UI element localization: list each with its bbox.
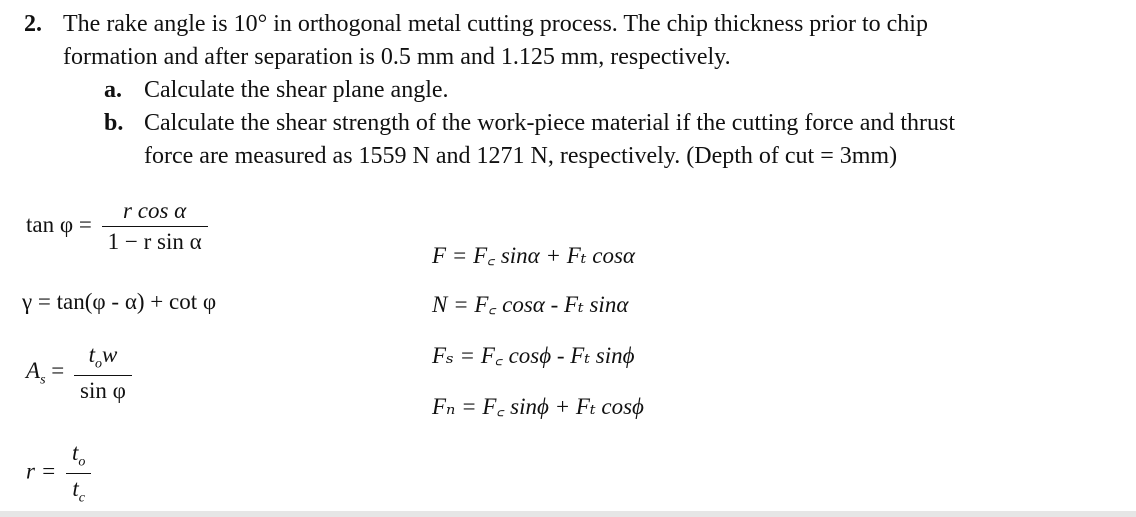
- formula-normal-force: N = F꜀ cosα - Fₜ sinα: [432, 292, 629, 317]
- fraction: [66, 440, 91, 506]
- equals-sign: =: [51, 358, 65, 384]
- numerator-t: t: [71, 440, 79, 465]
- formula-lhs: r =: [26, 458, 57, 484]
- problem-text-line-1: The rake angle is 10° in orthogonal metal cutting process. The chip thickness prior to chip: [63, 11, 928, 37]
- fraction-numerator: [66, 440, 91, 474]
- denominator-t: t: [72, 475, 79, 501]
- formula-tan-phi: [26, 198, 212, 255]
- formula-lhs-subscript: s: [40, 372, 46, 388]
- sub-question-text: [144, 107, 1064, 173]
- formula-shear-area: [26, 342, 136, 404]
- sub-question-b: [104, 107, 1124, 173]
- sub-question-text: Calculate the shear plane angle.: [144, 77, 449, 103]
- fraction: [74, 342, 132, 404]
- problem-statement: [63, 8, 1073, 74]
- formula-normal-shear-force: Fₙ = F꜀ sinϕ + Fₜ cosϕ: [432, 394, 644, 419]
- formula-lhs: tan φ =: [26, 211, 92, 237]
- fraction-denominator: [66, 474, 91, 507]
- formula-shear-force: Fₛ = F꜀ cosϕ - Fₜ sinϕ: [432, 343, 635, 368]
- numerator-subscript: o: [78, 454, 86, 470]
- formula-text: γ = tan(φ - α) + cot φ: [22, 289, 217, 314]
- problem-number: 2.: [24, 11, 42, 37]
- fraction: [102, 198, 208, 255]
- problem-block: [24, 8, 1124, 173]
- numerator-subscript: o: [94, 356, 102, 372]
- formula-friction-force: F = F꜀ sinα + Fₜ cosα: [432, 243, 635, 268]
- fraction-numerator: [74, 342, 132, 376]
- denominator-subscript: c: [78, 490, 85, 506]
- sub-question-a: [104, 74, 1124, 107]
- numerator-w: w: [101, 342, 118, 367]
- sub-question-text-line-2: force are measured as 1559 N and 1271 N, respectively. (Depth of cut = 3mm): [144, 143, 898, 169]
- formula-chip-ratio: [26, 440, 95, 506]
- fraction-numerator: r cos α: [102, 198, 208, 227]
- sub-question-letter: b.: [104, 110, 124, 136]
- formula-lhs: A: [26, 358, 41, 384]
- numerator-t: t: [88, 342, 95, 367]
- problem-text-line-2: formation and after separation is 0.5 mm and 1.125 mm, respectively.: [63, 44, 731, 70]
- sub-question-text-line-1: Calculate the shear strength of the work-piece material if the cutting force and thrust: [144, 110, 956, 136]
- fraction-denominator: 1 − r sin α: [107, 229, 202, 254]
- sub-question-letter: a.: [104, 77, 122, 103]
- formula-gamma: [22, 289, 216, 315]
- page-bottom-edge: [0, 511, 1136, 517]
- fraction-denominator: sin φ: [80, 377, 126, 403]
